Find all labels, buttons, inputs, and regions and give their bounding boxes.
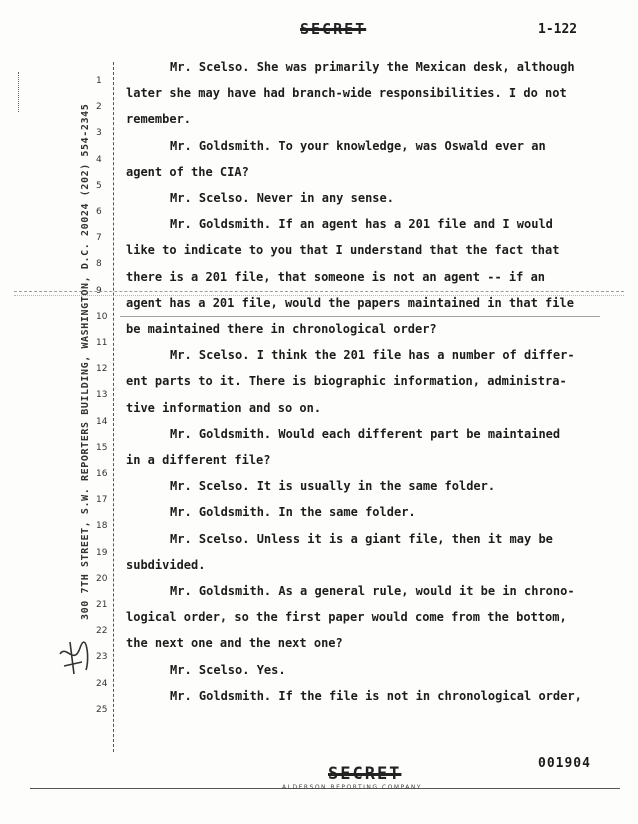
transcript-line: subdivided.: [126, 557, 206, 572]
line-number: 20: [96, 573, 108, 584]
transcript-line: like to indicate to you that I understand that the fact that: [126, 243, 560, 258]
transcript-line: Mr. Goldsmith. As a general rule, would it be in chrono-: [170, 584, 575, 598]
line-number: 22: [96, 626, 108, 637]
line-number: 15: [96, 442, 108, 453]
line-number: 9: [96, 285, 102, 296]
line-number: 1: [96, 76, 102, 86]
line-number: 18: [96, 521, 108, 532]
transcript-line: the next one and the next one?: [126, 636, 343, 651]
strikethrough-line: [120, 316, 600, 318]
line-number: 10: [96, 311, 108, 322]
transcript-line: Mr. Scelso. Unless it is a giant file, then it may be: [170, 531, 553, 546]
line-number: 7: [96, 233, 102, 244]
transcript-line: be maintained there in chronological order?: [126, 322, 437, 336]
transcript-line: Mr. Goldsmith. If the file is not in chronological order,: [170, 688, 582, 703]
line-number: 6: [96, 207, 102, 217]
line-number: 25: [96, 704, 108, 715]
transcript-line: Mr. Scelso. I think the 201 file has a number of differ-: [170, 348, 575, 363]
header-classification-stamp: SECRET: [300, 20, 367, 38]
left-margin-marks: [18, 72, 29, 112]
transcript-line: Mr. Scelso. Never in any sense.: [170, 191, 394, 205]
line-number: 4: [96, 154, 102, 165]
transcript-line: agent of the CIA?: [126, 164, 249, 179]
transcript-line: Mr. Scelso. Yes.: [170, 662, 286, 677]
line-number: 24: [96, 678, 108, 689]
transcript-line: Mr. Goldsmith. If an agent has a 201 file and I would: [170, 217, 553, 232]
transcript-line: Mr. Goldsmith. Would each different part be maintained: [170, 426, 561, 441]
transcript-line: later she may have had branch-wide responsibilities. I do not: [126, 86, 567, 101]
transcript-line: logical order, so the first paper would come from the bottom,: [126, 610, 567, 625]
transcript-line: in a different file?: [126, 453, 271, 467]
footer-classification-stamp: SECRET: [328, 764, 402, 784]
line-number: 21: [96, 600, 108, 610]
line-number: 11: [96, 338, 108, 348]
line-number: 19: [96, 547, 108, 558]
line-number: 23: [96, 652, 108, 663]
transcript-line: tive information and so on.: [126, 400, 322, 415]
transcript-line: agent has a 201 file, would the papers maintained in that file: [126, 295, 574, 310]
line-number: 8: [96, 259, 102, 270]
line-number: 14: [96, 416, 108, 427]
line-number: 12: [96, 364, 108, 375]
line-number: 16: [96, 469, 108, 479]
transcript-line: there is a 201 file, that someone is not an agent -- if an: [126, 269, 546, 284]
line-number: 2: [96, 102, 102, 113]
transcript-line: Mr. Goldsmith. In the same folder.: [170, 505, 416, 520]
line-number: 3: [96, 128, 102, 139]
line-number: 13: [96, 390, 108, 401]
transcript-line: Mr. Goldsmith. To your knowledge, was Oswald ever an: [170, 138, 546, 153]
transcript-line: remember.: [126, 112, 192, 127]
reporter-address-stamp: 300 7TH STREET, S.W. REPORTERS BUILDING, WASHINGTON, D.C. 20024 (202) 554-2345: [80, 103, 91, 620]
transcript-line: Mr. Scelso. She was primarily the Mexican desk, although: [170, 60, 575, 74]
line-number: 5: [96, 180, 102, 191]
document-number: 001904: [538, 756, 591, 771]
page-number: 1-122: [538, 22, 578, 37]
handwritten-mark-icon: [56, 636, 96, 678]
transcript-line: Mr. Scelso. It is usually in the same folder.: [170, 479, 496, 494]
transcript-line: ent parts to it. There is biographic information, administra-: [126, 374, 567, 389]
reporting-company-label: ALDERSON REPORTING COMPANY: [282, 784, 423, 791]
line-number-margin-rule: [113, 62, 115, 752]
line-number: 17: [96, 495, 108, 506]
